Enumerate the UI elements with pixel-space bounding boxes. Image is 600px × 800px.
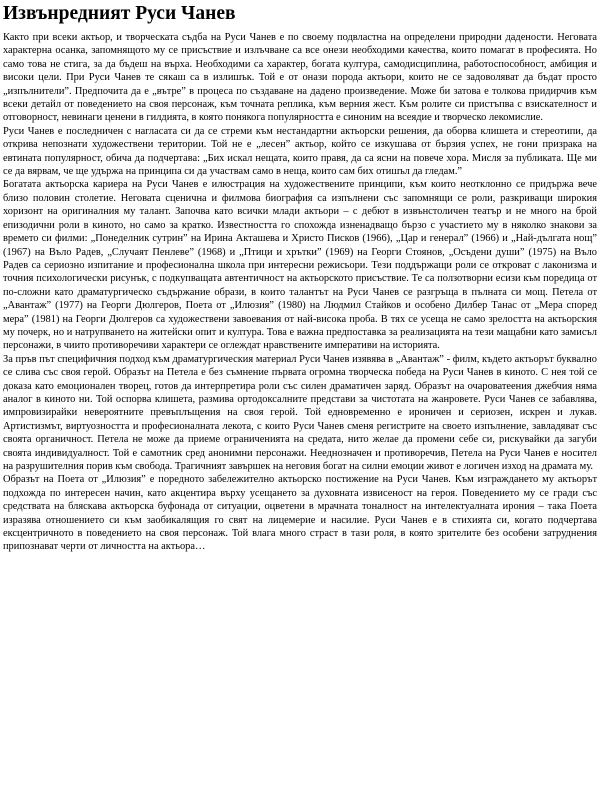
paragraph-iluzia: Образът на Поета от „Илюзия” е поредното забележително актьорско постижение на Руси Чанев. Към изграждането му актьорът подхожда по интересен начин, като акцентира върху усещането за духовната извисеност на героя. Поведението му се гради със средствата на бляскава актьорска буфонада от ситуации, оцветени в мрачната тоналност на интелектуалната ирония – така Поета изразява отношението си към заобикалящия го свят на лицемерие и насилие. Руси Чанев е в стихията си, когато подчертава ексцентричното в поведението на своя персонаж. Той влага много страст в тази роля, в която зрителите без особени затруднения припознават черти от личността на актьора… [3, 474, 597, 553]
paragraph-avantazh: За пръв път специфичния подход към драматургическия материал Руси Чанев изявява в „Авантаж” - филм, където актьорът буквално се слива със своя герой. Образът на Петела е без съмнение първата огромна творческа победа на Руси Чанев в киното. С нея той се доказа като емоционален творец, готов да интерпретира роли със силен драматичен заряд. Образът на очароватеения джебчия няма аналог в киното ни. Той оспорва клишета, размива ортодоксалните представи за чистотата на жанровете. Руси Чанев се забавлява, импровизирайки невероятните превъплъщения на своя герой. Той едновременно е ироничен и сериозен, искрен и лукав. Артистизмът, виртуозността и професионалната лекота, с които Руси Чанев сменя регистрите на своето изпълнение, завладяват със своята органичност. Петела не може да приеме ограниченията на средата, нито желае да промени себе си, рискувайки да загуби своята индивидуалност. Той е самотник сред анонимни персонажи. Нееднозначен и противоречив, Петела на Руси Чанев е носител на разрушителния порив към свобода. Трагичният завършек на неговия богат на силни емоции живот е логичен изход на драмата му. [3, 353, 597, 472]
paragraph-career: Богатата актьорска кариера на Руси Чанев е илюстрация на художествените принципи, към които неотклонно се придържа вече близо половин столетие. Неговата сценична и филмова биография са изпълнени със запомнящи се роли, разкриващи широкия хоризонт на оригиналния му талант. Започва като всички млади актьори – с дебют в извънстоличен театър и не много на брой епизодични роли в киното, но само за кратко. Известността го спохожда изненадващо бързо с участието му в няколко знакови за времето си филми: „Понеделник сутрин” на Ирина Акташева и Христо Писков (1966), „Цар и генерал” (1966) и „Най-дългата нощ” (1967) на Въло Радев, „Случаят Пенлеве” (1968) и „Птици и хрътки” (1969) на Георги Стоянов, „Осъдени души” (1975) на Въло Радев са сериозно изпитание и професионална школа при интересни режисьори. Тези поддържащи роли се откроват с лаконизма и точния психологически рисунък, с подкупващата автентичност на актьорското присъствие. Те са ползотворни есизи към поредица от по-сложни като драматургическо съдържание образи, в които талантът на Руси Чанев се разгръща в пълната си мощ. Петела от „Авантаж” (1977) на Георги Дюлгеров, Поета от „Илюзия” (1980) на Людмил Стайков и особено Дилбер Танас от „Мера според мера” (1981) на Георги Дюлгеров са художествени завоевания от най-висока проба. В тях се усеща не само зрелостта на актьорския му почерк, но и натрупването на житейски опит и култура. Това е важна предпоставка за реализацията на тези мащабни като замисъл персонажи, в чиито противоречиви характери се оглеждат нравствените императиви на историята. [3, 179, 597, 352]
paragraph-approach: Руси Чанев е последничен с нагласата си да се стреми към нестандартни актьорски решения, да оборва клишета и стереотипи, да открива непознати художествени територии. Той не е „лесен” актьор, който се изкушава от бързия успех, не гони призрака на евтината популярност, обича да подчертава: „Бих искал нещата, които правя, да са ясни на повече хора. Мисля за публиката. Ще ми се да вярвам, че ще удържа на принципа си да участвам само в неща, които сам бих отишъл да гледам.” [3, 125, 597, 178]
paragraph-intro: Както при всеки актьор, и творческата съдба на Руси Чанев е по своему подвластна на определени природни дадености. Неговата характерна осанка, запомнящото му се присъствие и излъчване са все онези необходими качества, които помагат в професията. Но само това не стига, за да бъдеш на върха. Необходими са характер, богата култура, самодисциплина, работоспособност, амбиция и високи цели. При Руси Чанев те сякаш са в излишък. Той е от онази порода актьори, които не се задоволяват да бъдат просто „изпълнители”. Предпочита да е „вътре” в процеса по създаване на дадено произведение. Може би затова е толкова придирчив към всеки детайл от поведението на своя персонаж, към точната реплика, към верния жест. Към ролите си пристъпва с взискателност и отговорност, невинаги ценени в гилдията, в която понякога популярността е синоним на всеядие и творческо лекомислие. [3, 32, 597, 124]
document-page [3, 0, 597, 800]
page-title: Извънредният Руси Чанев [3, 3, 236, 24]
